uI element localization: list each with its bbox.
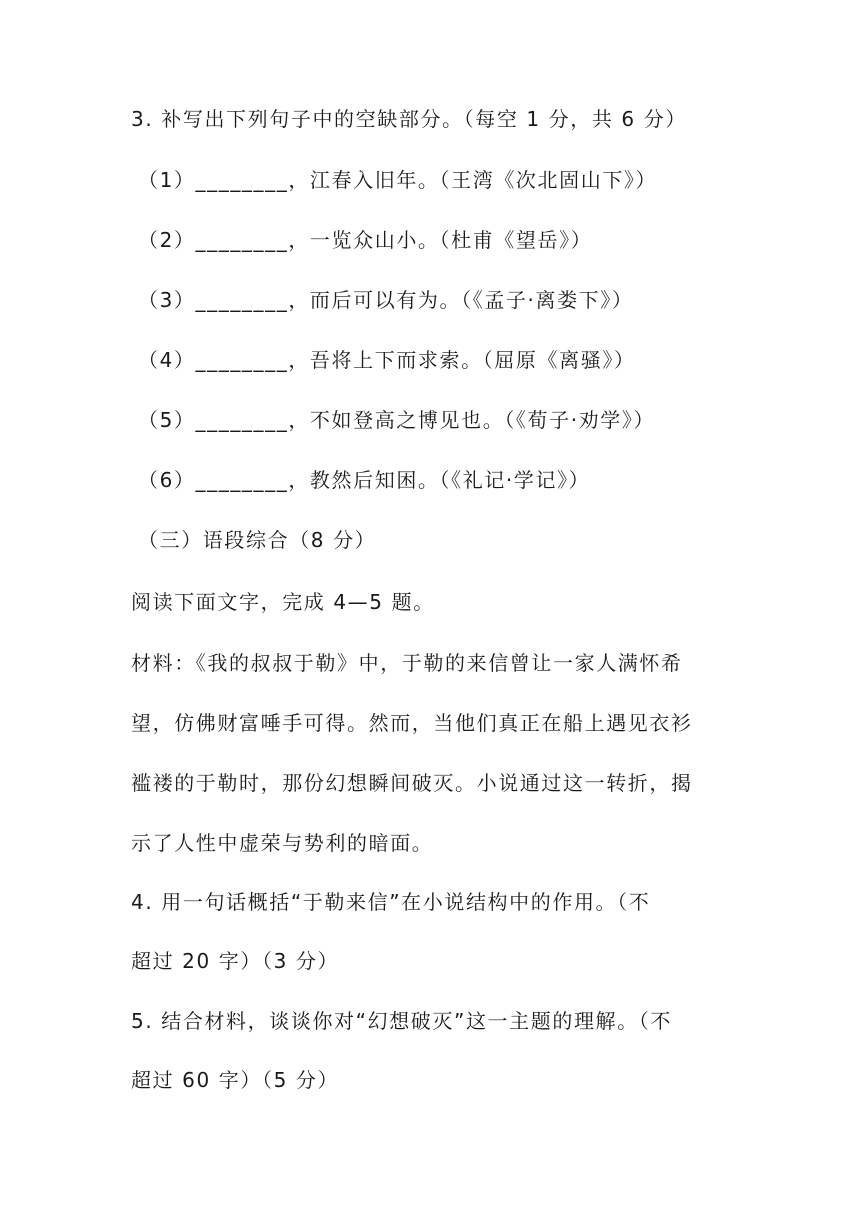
material-line-4: 示了人性中虚荣与势利的暗面。 <box>131 831 434 855</box>
fill-blank-item-5: （5）________，不如登高之博见也。（《荀子·劝学》） <box>138 408 656 432</box>
section-heading: （三）语段综合（8 分） <box>138 528 377 552</box>
material-line-3: 褴褛的于勒时，那份幻想瞬间破灭。小说通过这一转折，揭 <box>131 771 693 795</box>
material-line-2: 望，仿佛财富唾手可得。然而，当他们真正在船上遇见衣衫 <box>131 711 693 735</box>
question-4-line-1: 4. 用一句话概括“于勒来信”在小说结构中的作用。（不 <box>131 890 651 914</box>
reading-instruction: 阅读下面文字，完成 4—5 题。 <box>131 590 435 614</box>
question-3-title: 3. 补写出下列句子中的空缺部分。（每空 1 分，共 6 分） <box>131 107 687 131</box>
fill-blank-item-1: （1）________，江春入旧年。（王湾《次北固山下》） <box>138 168 658 192</box>
fill-blank-item-4: （4）________，吾将上下而求索。（屈原《离骚》） <box>138 348 636 372</box>
fill-blank-item-2: （2）________，一览众山小。（杜甫《望岳》） <box>138 228 593 252</box>
fill-blank-item-3: （3）________，而后可以有为。（《孟子·离娄下》） <box>138 288 634 312</box>
fill-blank-item-6: （6）________，教然后知困。（《礼记·学记》） <box>138 468 591 492</box>
material-line-1: 材料：《我的叔叔于勒》中，于勒的来信曾让一家人满怀希 <box>131 651 683 675</box>
question-5-line-2: 超过 60 字）（5 分） <box>131 1068 340 1092</box>
question-4-line-2: 超过 20 字）（3 分） <box>131 949 340 973</box>
question-5-line-1: 5. 结合材料，谈谈你对“幻想破灭”这一主题的理解。（不 <box>131 1009 672 1033</box>
